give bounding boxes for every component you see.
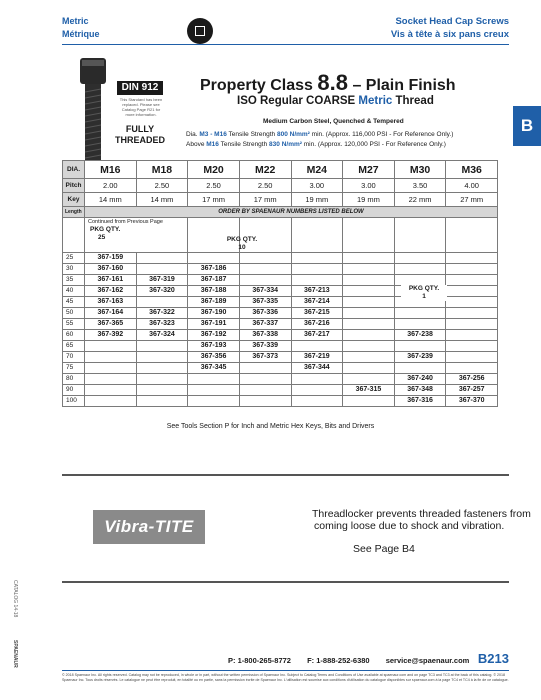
spec1-label: Tensile Strength: [228, 131, 276, 138]
key-cell: 17 mm: [239, 193, 291, 207]
pkg-qty-10-label: PKG QTY.: [226, 236, 258, 243]
length-row: [63, 330, 498, 341]
part-number-cell[interactable]: 367-214: [291, 297, 343, 308]
empty-cell: [239, 363, 291, 374]
length-row: [63, 352, 498, 363]
pitch-cell: 2.50: [136, 179, 188, 193]
part-number-cell[interactable]: 367-160: [85, 264, 137, 275]
empty-cell: [136, 352, 188, 363]
empty-cell: [394, 275, 446, 286]
part-number-cell[interactable]: 367-192: [188, 330, 240, 341]
header-left: [62, 15, 100, 41]
empty-cell: [85, 341, 137, 352]
key-cell: 22 mm: [394, 193, 446, 207]
part-number-cell[interactable]: 367-336: [239, 308, 291, 319]
part-number-cell[interactable]: 367-365: [85, 319, 137, 330]
empty-cell: [446, 330, 498, 341]
key-label: Key: [63, 193, 85, 207]
pitch-cell: 4.00: [446, 179, 498, 193]
part-number-cell[interactable]: 367-159: [85, 253, 137, 264]
length-row: [63, 253, 498, 264]
empty-cell: [291, 253, 343, 264]
vibra-description: [312, 508, 531, 532]
pkg-blank: [291, 218, 343, 253]
length-row: [63, 396, 498, 407]
empty-cell: [136, 385, 188, 396]
empty-cell: [136, 341, 188, 352]
legal-notice: © 2018 Spaenaur Inc. All rights reserved. Catalog may not be reproduced, in whole or in part, without the written permission of Spaenaur Inc. Subject to Catalog Terms and Conditions of Use available at spaenaur.com and on page TC3 and TC3 at the back of this catalog. © 2018 Spaenaur Inc. Tous droits réservés. Le catalogue ne peut être reproduit, en totalité ou en partie, sans la permission écrite de Spaenaur Inc. L'utilisation est soumise aux conditions d'utilisation du catalogue disponibles sur spaenaur.com à la page TC4 et TC4 à la fin de ce catalogue.: [62, 673, 509, 682]
empty-cell: [394, 308, 446, 319]
part-number-cell[interactable]: 367-186: [188, 264, 240, 275]
length-cell: 100: [63, 396, 85, 407]
vibra-tite-logo: Vibra-TITE: [93, 510, 205, 544]
part-number-cell[interactable]: 367-392: [85, 330, 137, 341]
part-number-cell[interactable]: 367-316: [394, 396, 446, 407]
dia-cell: M16: [85, 161, 137, 179]
empty-cell: [343, 341, 395, 352]
empty-cell: [239, 264, 291, 275]
part-number-cell[interactable]: 367-315: [343, 385, 395, 396]
length-cell: 50: [63, 308, 85, 319]
din-standard-badge: DIN 912: [117, 81, 163, 95]
empty-cell: [136, 253, 188, 264]
pkg-qty-25-value: 25: [98, 234, 106, 241]
spaenaur-logo: SPAENAUR: [12, 640, 18, 668]
part-number-cell[interactable]: 367-217: [291, 330, 343, 341]
pkg-qty-blank: [63, 218, 85, 253]
length-cell: 30: [63, 264, 85, 275]
pkg-qty-10-value: 10: [238, 244, 246, 251]
pitch-cell: 2.00: [85, 179, 137, 193]
part-number-cell[interactable]: 367-334: [239, 286, 291, 297]
key-cell: 14 mm: [85, 193, 137, 207]
empty-cell: [188, 385, 240, 396]
dia-cell: M27: [343, 161, 395, 179]
email-link[interactable]: service@spaenaur.com: [385, 656, 470, 665]
tensile-spec-1: [186, 131, 453, 138]
empty-cell: [446, 308, 498, 319]
title-suffix: – Plain Finish: [352, 77, 456, 94]
empty-cell: [239, 374, 291, 385]
header-right: [391, 15, 509, 41]
empty-cell: [446, 319, 498, 330]
length-row: [63, 363, 498, 374]
empty-cell: [291, 385, 343, 396]
pkg-blank: [446, 218, 498, 253]
empty-cell: [136, 297, 188, 308]
empty-cell: [291, 264, 343, 275]
empty-cell: [446, 341, 498, 352]
empty-cell: [188, 396, 240, 407]
empty-cell: [343, 264, 395, 275]
empty-cell: [394, 363, 446, 374]
length-cell: 70: [63, 352, 85, 363]
empty-cell: [136, 264, 188, 275]
fully-threaded-label: FULLY THREADED: [114, 124, 165, 145]
vibra-top-rule: [62, 474, 509, 476]
dia-cell: M36: [446, 161, 498, 179]
part-number-cell[interactable]: 367-319: [136, 275, 188, 286]
empty-cell: [446, 253, 498, 264]
part-number-cell[interactable]: 367-356: [188, 352, 240, 363]
part-number-cell[interactable]: 367-216: [291, 319, 343, 330]
product-subtitle: [237, 95, 434, 107]
empty-cell: [85, 363, 137, 374]
empty-cell: [85, 374, 137, 385]
header-divider: [62, 44, 509, 45]
spec2-prefix: Above: [186, 141, 205, 148]
empty-cell: [394, 341, 446, 352]
spec2-note: min. (Approx. 120,000 PSI - For Reference Only.): [303, 141, 446, 148]
key-cell: 19 mm: [343, 193, 395, 207]
length-row: [63, 308, 498, 319]
part-number-cell[interactable]: 367-322: [136, 308, 188, 319]
vibra-see-page[interactable]: See Page B4: [353, 543, 415, 555]
spec2-range: M16: [206, 141, 219, 148]
empty-cell: [343, 275, 395, 286]
part-number-cell[interactable]: 367-240: [394, 374, 446, 385]
part-number-cell[interactable]: 367-191: [188, 319, 240, 330]
length-cell: 65: [63, 341, 85, 352]
empty-cell: [446, 363, 498, 374]
part-number-cell[interactable]: 367-339: [239, 341, 291, 352]
part-number-cell[interactable]: 367-163: [85, 297, 137, 308]
empty-cell: [343, 363, 395, 374]
empty-cell: [239, 396, 291, 407]
key-cell: 17 mm: [188, 193, 240, 207]
empty-cell: [394, 253, 446, 264]
spec1-range: M3 - M16: [199, 131, 227, 138]
empty-cell: [136, 363, 188, 374]
key-row: [63, 193, 498, 207]
empty-cell: [239, 253, 291, 264]
spec1-note: min. (Approx. 116,000 PSI - For Reference Only.): [311, 131, 454, 138]
part-number-cell[interactable]: 367-215: [291, 308, 343, 319]
length-cell: 55: [63, 319, 85, 330]
part-number-cell[interactable]: 367-370: [446, 396, 498, 407]
tools-note: See Tools Section P for Inch and Metric Hex Keys, Bits and Drivers: [166, 423, 375, 430]
socket-cap-screw-image: [78, 58, 108, 168]
empty-cell: [343, 352, 395, 363]
part-number-cell[interactable]: 367-189: [188, 297, 240, 308]
dia-cell: M30: [394, 161, 446, 179]
vibra-line-1b: coming loose due to shock and vibration.: [314, 520, 505, 532]
part-number-cell[interactable]: 367-164: [85, 308, 137, 319]
empty-cell: [343, 330, 395, 341]
key-cell: 19 mm: [291, 193, 343, 207]
part-number-cell[interactable]: 367-320: [136, 286, 188, 297]
length-row: [63, 319, 498, 330]
length-cell: 75: [63, 363, 85, 374]
length-label: Length: [63, 207, 85, 218]
key-cell: 27 mm: [446, 193, 498, 207]
part-number-cell[interactable]: 367-161: [85, 275, 137, 286]
pitch-label: Pitch: [63, 179, 85, 193]
part-number-cell[interactable]: 367-337: [239, 319, 291, 330]
title-class: 8.8: [317, 70, 348, 95]
pitch-cell: 2.50: [239, 179, 291, 193]
length-row: [63, 264, 498, 275]
empty-cell: [239, 385, 291, 396]
part-number-cell[interactable]: 367-190: [188, 308, 240, 319]
empty-cell: [446, 264, 498, 275]
spec2-label: Tensile Strength: [220, 141, 268, 148]
length-cell: 35: [63, 275, 85, 286]
part-number-cell[interactable]: 367-344: [291, 363, 343, 374]
empty-cell: [85, 385, 137, 396]
part-number-cell[interactable]: 367-213: [291, 286, 343, 297]
length-cell: 90: [63, 385, 85, 396]
empty-cell: [188, 374, 240, 385]
part-number-cell[interactable]: 367-345: [188, 363, 240, 374]
length-row: [63, 275, 498, 286]
header-title-en: Socket Head Cap Screws: [395, 16, 509, 27]
pkg-qty-cell: [85, 218, 188, 253]
footer-divider: [62, 670, 509, 671]
vibra-bottom-rule: [62, 581, 509, 583]
length-cell: 40: [63, 286, 85, 297]
empty-cell: [85, 352, 137, 363]
part-number-cell[interactable]: 367-257: [446, 385, 498, 396]
continued-note: Continued from Previous Page: [88, 219, 163, 225]
pitch-cell: 2.50: [188, 179, 240, 193]
part-number-cell[interactable]: 367-256: [446, 374, 498, 385]
pkg-qty-1: [401, 285, 447, 301]
part-number-cell[interactable]: 367-239: [394, 352, 446, 363]
socket-head-icon: [187, 18, 213, 44]
dia-cell: M24: [291, 161, 343, 179]
subtitle-prefix: ISO Regular COARSE: [237, 95, 356, 107]
pitch-cell: 3.00: [343, 179, 395, 193]
part-number-cell[interactable]: 367-193: [188, 341, 240, 352]
empty-cell: [291, 374, 343, 385]
part-number-cell[interactable]: 367-187: [188, 275, 240, 286]
phone-number: P: 1-800-265-8772: [228, 656, 291, 665]
length-cell: 45: [63, 297, 85, 308]
header-metric-en: Metric: [62, 16, 89, 26]
part-number-cell[interactable]: 367-219: [291, 352, 343, 363]
empty-cell: [446, 297, 498, 308]
part-number-cell[interactable]: 367-338: [239, 330, 291, 341]
fax-number: F: 1-888-252-6380: [307, 656, 370, 665]
subtitle-metric: Metric: [358, 95, 393, 107]
product-title: [200, 70, 456, 96]
part-number-cell[interactable]: 367-162: [85, 286, 137, 297]
part-number-cell[interactable]: 367-373: [239, 352, 291, 363]
page-number: B213: [477, 651, 509, 666]
tensile-spec-2: [186, 141, 446, 148]
catalog-code: CATALOG 14-18: [12, 580, 18, 618]
spec2-value: 830 N/mm²: [269, 141, 302, 148]
part-number-table: [62, 160, 498, 407]
dia-cell: M18: [136, 161, 188, 179]
length-row: [63, 341, 498, 352]
pkg-qty-row: [63, 218, 498, 253]
empty-cell: [291, 341, 343, 352]
dia-label: DIA.: [63, 161, 85, 179]
empty-cell: [136, 374, 188, 385]
empty-cell: [446, 352, 498, 363]
empty-cell: [446, 275, 498, 286]
part-number-cell[interactable]: 367-323: [136, 319, 188, 330]
length-cell: 25: [63, 253, 85, 264]
pitch-cell: 3.50: [394, 179, 446, 193]
empty-cell: [343, 253, 395, 264]
dia-cell: M22: [239, 161, 291, 179]
empty-cell: [291, 275, 343, 286]
subtitle-suffix: Thread: [395, 95, 434, 107]
empty-cell: [291, 396, 343, 407]
pkg-qty-25-label: PKG QTY.: [90, 226, 121, 233]
part-number-cell[interactable]: 367-238: [394, 330, 446, 341]
section-tab[interactable]: B: [513, 106, 541, 146]
key-cell: 14 mm: [136, 193, 188, 207]
footer-contacts: [228, 656, 483, 665]
empty-cell: [239, 275, 291, 286]
pkg-qty-10: [214, 236, 270, 252]
pitch-row: [63, 179, 498, 193]
empty-cell: [394, 264, 446, 275]
length-row: [63, 374, 498, 385]
pkg-qty-1-label: PKG QTY.: [408, 285, 440, 292]
dia-row: [63, 161, 498, 179]
empty-cell: [343, 286, 395, 297]
part-number-cell[interactable]: 367-348: [394, 385, 446, 396]
part-number-cell[interactable]: 367-324: [136, 330, 188, 341]
empty-cell: [188, 253, 240, 264]
part-number-cell[interactable]: 367-335: [239, 297, 291, 308]
empty-cell: [136, 396, 188, 407]
length-row: [63, 385, 498, 396]
order-header-row: [63, 207, 498, 218]
empty-cell: [343, 396, 395, 407]
pkg-blank: [394, 218, 446, 253]
empty-cell: [394, 319, 446, 330]
pitch-cell: 3.00: [291, 179, 343, 193]
dia-cell: M20: [188, 161, 240, 179]
part-number-cell[interactable]: 367-188: [188, 286, 240, 297]
order-header: ORDER BY SPAENAUR NUMBERS LISTED BELOW: [85, 207, 498, 218]
empty-cell: [85, 396, 137, 407]
pkg-blank: [343, 218, 395, 253]
spec1-value: 800 N/mm²: [276, 131, 310, 138]
empty-cell: [343, 319, 395, 330]
title-prefix: Property Class: [200, 77, 313, 94]
empty-cell: [343, 308, 395, 319]
empty-cell: [343, 297, 395, 308]
header-title-fr: Vis à tête à six pans creux: [390, 29, 509, 40]
empty-cell: [446, 286, 498, 297]
spec1-prefix: Dia.: [186, 131, 198, 138]
length-cell: 60: [63, 330, 85, 341]
pkg-qty-1-value: 1: [422, 293, 426, 300]
length-cell: 80: [63, 374, 85, 385]
din-replaced-note: This Standard has been replaced. Please see Catalog Page R21 for more information.: [119, 97, 163, 117]
material-note: Medium Carbon Steel, Quenched & Tempered: [263, 118, 404, 125]
header-metric-fr: Métrique: [62, 29, 100, 39]
empty-cell: [343, 374, 395, 385]
vibra-line-1: Threadlocker prevents threaded fasteners from: [312, 508, 531, 520]
